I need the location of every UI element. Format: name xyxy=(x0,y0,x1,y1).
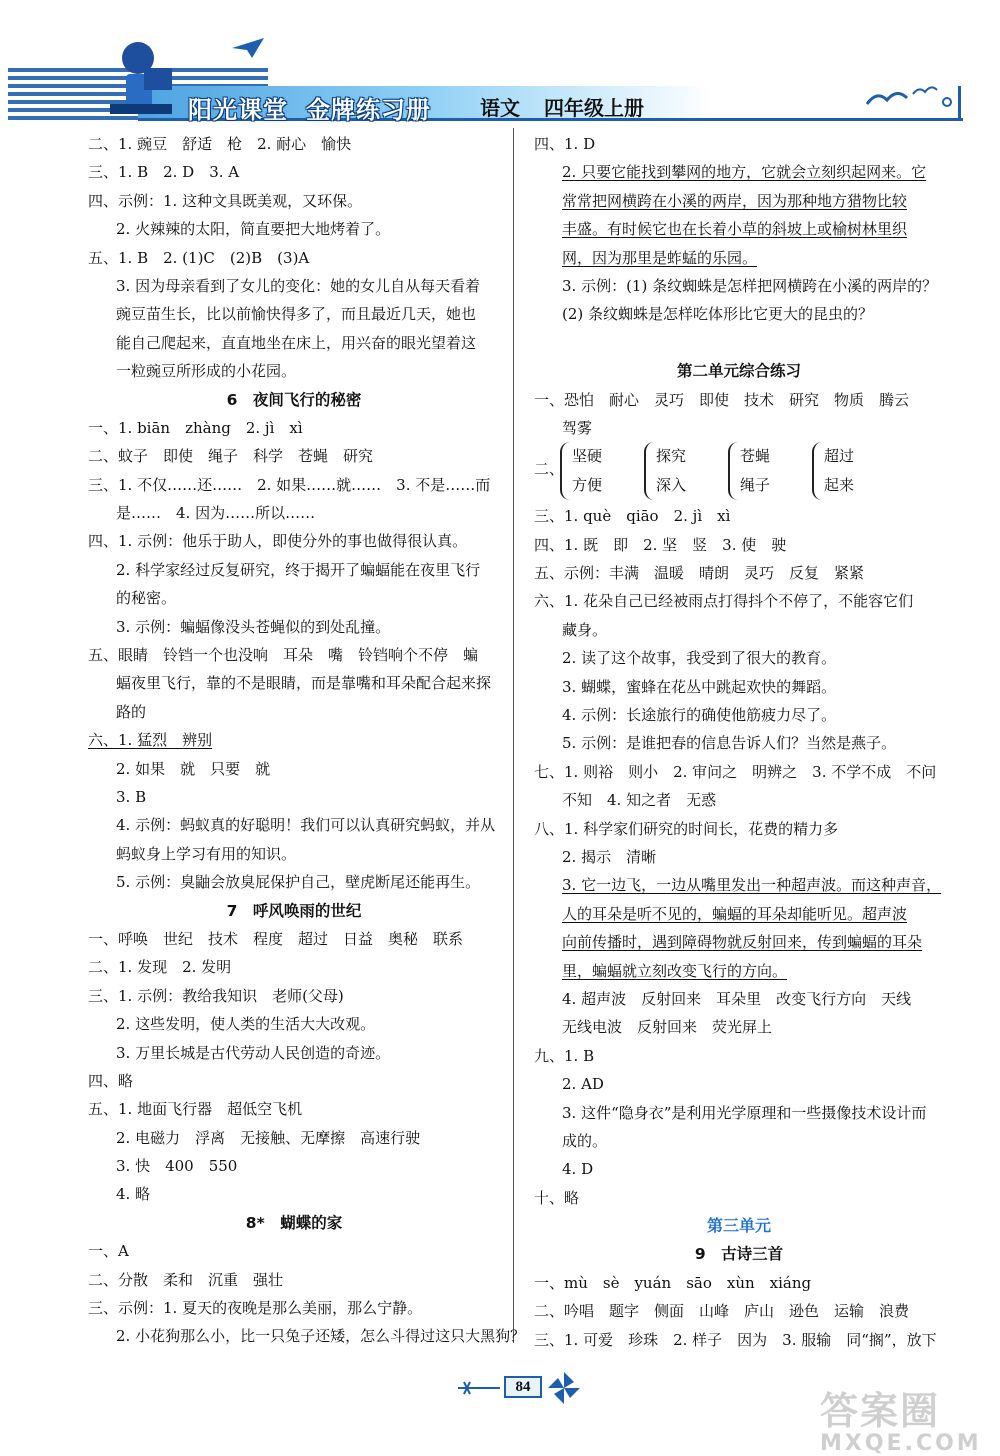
answer-text: 4. D xyxy=(562,1160,594,1179)
answer-line xyxy=(534,1099,944,1127)
answer-line xyxy=(88,1266,500,1294)
answer-text: (2) 条纹蜘蛛是怎样吃体形比它更大的昆虫的？ xyxy=(562,305,874,324)
watermark-text: 答案圈 xyxy=(820,1389,941,1433)
answer-text: 一、mù sè yuán sāo xùn xiáng xyxy=(534,1273,812,1292)
series-name: 阳光课堂 xyxy=(188,96,288,124)
answer-text: 四、1. 示例：他乐于助人，即使分外的事也做得很认真。 xyxy=(88,532,468,551)
answer-text: 六、1. 花朵自己已经被雨点打得抖个不停了，不能容它们 xyxy=(534,592,914,611)
unit-heading xyxy=(534,1212,944,1240)
answer-line xyxy=(534,559,944,587)
right-column xyxy=(534,130,944,1354)
answer-line xyxy=(88,499,500,527)
answer-line xyxy=(534,414,944,442)
answer-text: 2. 如果 就 只要 就 xyxy=(116,759,271,778)
watermark-logo xyxy=(820,1380,982,1456)
brace-word: 坚硬 xyxy=(572,447,603,466)
answer-line xyxy=(534,1184,944,1212)
answer-line xyxy=(88,357,500,385)
answer-line xyxy=(534,502,944,530)
answer-line xyxy=(534,329,944,357)
answer-text: 二、吟唱 题字 侧面 山峰 庐山 逊色 运输 浪费 xyxy=(534,1302,910,1321)
brace-group xyxy=(560,442,602,500)
answer-text: 五、1. B 2. (1)C (2)B (3)A xyxy=(88,248,310,267)
answer-text: 二、1. 发现 2. 发明 xyxy=(88,958,232,977)
answer-text: 一、A xyxy=(88,1242,129,1261)
subject-grade xyxy=(480,92,668,121)
answer-line xyxy=(534,1013,944,1041)
answer-line xyxy=(88,613,500,641)
answer-text: 五、眼睛 铃铛一个也没响 耳朵 嘴 铃铛响个不停 蝙 xyxy=(88,646,479,665)
header-right-edge xyxy=(958,86,961,120)
answer-text: 四、略 xyxy=(88,1071,134,1090)
answer-text: 8* 蝴蝶的家 xyxy=(245,1213,343,1232)
answer-line xyxy=(88,1322,526,1350)
answer-line xyxy=(534,843,944,871)
answer-text: 2. AD xyxy=(562,1075,604,1094)
answer-line xyxy=(88,1067,500,1095)
answer-text: 3. B xyxy=(116,787,147,806)
answer-line xyxy=(534,531,944,559)
answer-text: 第三单元 xyxy=(706,1216,771,1236)
answer-text: 二、1. 豌豆 舒适 枪 2. 耐心 愉快 xyxy=(88,135,352,153)
brace-word: 方便 xyxy=(572,476,603,495)
answer-text: 的秘密。 xyxy=(116,589,177,608)
answer-text: 三、1. B 2. D 3. A xyxy=(88,163,240,182)
page-header xyxy=(8,30,963,124)
page-number: 84 xyxy=(504,1376,542,1398)
answer-line xyxy=(534,1297,944,1325)
answer-text: 人的耳朵是听不见的，蝙蝠的耳朵却能听见。超声波 xyxy=(562,904,908,923)
answer-text: 5. 示例：是谁把春的信息告诉人们？当然是燕子。 xyxy=(562,734,897,753)
answer-text: 3. 万里长城是古代劳动人民创造的奇迹。 xyxy=(116,1043,391,1062)
answer-text: 里，蝙蝠就立刻改变飞行的方向。 xyxy=(562,961,788,980)
footer-ornament-left-icon xyxy=(456,1378,502,1398)
answer-line xyxy=(88,300,500,328)
answer-line xyxy=(88,329,500,357)
answer-line xyxy=(534,158,944,186)
answer-text: 一、呼唤 世纪 技术 程度 超过 日益 奥秘 联系 xyxy=(88,929,464,948)
answer-line xyxy=(88,130,500,158)
brace-word: 深入 xyxy=(656,476,687,495)
answer-line xyxy=(534,786,944,814)
answer-text: 一、恐怕 耐心 灵巧 即使 技术 研究 物质 腾云 xyxy=(534,390,910,409)
section-title xyxy=(88,897,500,925)
brace-word: 探究 xyxy=(656,447,687,466)
answer-text: 向前传播时，遇到障碍物就反射回来，传到蝙蝠的耳朵 xyxy=(562,933,923,952)
section-title xyxy=(534,1240,944,1268)
answer-text: 蝠夜里飞行，靠的不是眼睛，而是靠嘴和耳朵配合起来探 xyxy=(116,674,492,693)
answer-line xyxy=(88,414,500,442)
answer-line xyxy=(534,928,944,956)
answer-line xyxy=(88,811,500,839)
answer-line xyxy=(534,957,944,985)
brace-word: 超过 xyxy=(824,447,855,466)
answer-line xyxy=(534,1269,944,1297)
answer-line xyxy=(534,587,944,615)
answer-line xyxy=(88,669,500,697)
brace-word: 起来 xyxy=(824,476,855,495)
answer-line xyxy=(88,272,500,300)
brace-group xyxy=(812,442,854,500)
answer-line xyxy=(88,1294,500,1322)
answer-text: 2. 电磁力 浮离 无接触、无摩擦 高速行驶 xyxy=(116,1128,421,1147)
answer-text: 豌豆苗生长，比以前愉快得多了，而且最近几天，她也 xyxy=(116,305,477,324)
answer-line xyxy=(88,1039,500,1067)
section-title xyxy=(88,386,500,414)
answer-text: 无线电波 反射回来 荧光屏上 xyxy=(562,1018,773,1037)
answer-text: 4. 超声波 反射回来 耳朵里 改变飞行方向 天线 xyxy=(562,989,912,1008)
answer-text: 2. 读了这个故事，我受到了很大的教育。 xyxy=(562,649,837,668)
answer-text: 不知 4. 知之者 无惑 xyxy=(562,791,717,810)
answer-line xyxy=(534,616,944,644)
seagulls-icon xyxy=(863,82,953,112)
answer-text: 三、1. què qiāo 2. jì xì xyxy=(534,507,731,526)
answer-text: 九、1. B xyxy=(534,1046,595,1065)
answer-line xyxy=(534,701,944,729)
watermark-url: MXQE.COM xyxy=(820,1431,982,1456)
answer-text: 3. 示例：(1) 条纹蜘蛛是怎样把网横跨在小溪的两岸的？ xyxy=(562,276,938,295)
answer-text: 4. 略 xyxy=(116,1185,151,1204)
answer-text: 第二单元综合练习 xyxy=(676,362,801,381)
answer-line xyxy=(88,158,500,186)
answer-text: 四、示例：1. 这种文具既美观，又环保。 xyxy=(88,191,363,210)
answer-text: 2. 小花狗那么小，比一只兔子还矮，怎么斗得过这只大黑狗？ xyxy=(116,1327,526,1346)
answer-text: 4. 示例：蚂蚁真的好聪明！我们可以认真研究蚂蚁，并从 xyxy=(116,816,496,835)
answer-line xyxy=(88,1124,500,1152)
answer-text: 四、1. 既 即 2. 坚 竖 3. 使 驶 xyxy=(534,535,787,554)
brace-question-number: 二、 xyxy=(534,460,565,479)
brace-question xyxy=(534,442,944,502)
answer-line xyxy=(88,641,500,669)
answer-line xyxy=(534,1155,944,1183)
series-subname: 金牌练习册 xyxy=(306,96,431,124)
answer-line xyxy=(88,527,500,555)
answer-line xyxy=(534,815,944,843)
answer-line xyxy=(88,925,500,953)
answer-line xyxy=(534,673,944,701)
answer-line xyxy=(534,758,944,786)
answer-line xyxy=(88,840,500,868)
section-title xyxy=(88,1209,500,1237)
paper-plane-icon xyxy=(230,36,266,60)
answer-text: 蚂蚁身上学习有用的知识。 xyxy=(116,844,297,863)
answer-text: 一、1. biān zhàng 2. jì xì xyxy=(88,418,303,437)
answer-text: 3. 示例：蝙蝠像没头苍蝇似的到处乱撞。 xyxy=(116,617,391,636)
answer-text: 2. 只要它能找到攀网的地方，它就会立刻织起网来。它 xyxy=(562,163,927,182)
answer-text: 3. 因为母亲看到了女儿的变化：她的女儿自从每天看着 xyxy=(116,276,481,295)
answer-text: 驾雾 xyxy=(562,418,593,437)
left-column xyxy=(88,130,526,1351)
answer-text: 一粒豌豆所形成的小花园。 xyxy=(116,362,297,381)
answer-text: 二、分散 柔和 沉重 强壮 xyxy=(88,1270,284,1289)
answer-line xyxy=(534,985,944,1013)
answer-line xyxy=(88,471,500,499)
answer-line xyxy=(534,900,944,928)
answer-line xyxy=(534,215,944,243)
answer-line xyxy=(88,187,500,215)
reading-child-icon xyxy=(100,38,180,118)
answer-text: 五、1. 地面飞行器 超低空飞机 xyxy=(88,1100,303,1119)
answer-text: 2. 火辣辣的太阳，简直要把大地烤着了。 xyxy=(116,220,391,239)
answer-text: 三、1. 不仅……还…… 2. 如果……就…… 3. 不是……而 xyxy=(88,475,491,494)
answer-text: 成的。 xyxy=(562,1131,608,1150)
answer-text: 2. 这些发明，使人类的生活大大改观。 xyxy=(116,1015,376,1034)
answer-line xyxy=(534,272,944,300)
answer-text: 六、1. 猛烈 辨别 xyxy=(88,731,213,750)
answer-line xyxy=(88,698,500,726)
answer-text: 2. 科学家经过反复研究，终于揭开了蝙蝠能在夜里飞行 xyxy=(116,560,481,579)
answer-line xyxy=(88,868,500,896)
answer-line xyxy=(534,1042,944,1070)
answer-text: 三、1. 示例：教给我知识 老师(父母) xyxy=(88,986,344,1005)
answer-line xyxy=(88,556,500,584)
answer-text: 常常把网横跨在小溪的两岸，因为那种地方猎物比较 xyxy=(562,191,908,210)
answer-text: 3. 蝴蝶，蜜蜂在花丛中跳起欢快的舞蹈。 xyxy=(562,677,837,696)
answer-text: 2. 揭示 清晰 xyxy=(562,847,657,866)
section-title xyxy=(534,357,944,385)
answer-line xyxy=(88,783,500,811)
answer-line xyxy=(534,187,944,215)
answer-line xyxy=(88,584,500,612)
answer-line xyxy=(88,1237,500,1265)
answer-text: 是…… 4. 因为……所以…… xyxy=(116,504,316,523)
answer-line xyxy=(534,386,944,414)
answer-text: 十、略 xyxy=(534,1188,580,1207)
answer-line xyxy=(534,130,944,158)
footer-pinwheel-icon xyxy=(546,1370,582,1406)
answer-text: 路的 xyxy=(116,702,147,721)
brace-word: 苍蝇 xyxy=(740,447,771,466)
answer-line xyxy=(88,1152,500,1180)
answer-line xyxy=(534,729,944,757)
column-divider xyxy=(513,128,514,1343)
answer-line xyxy=(534,1070,944,1098)
answer-text: 9 古诗三首 xyxy=(694,1245,784,1264)
brace-group xyxy=(728,442,770,500)
answer-text: 3. 它一边飞，一边从嘴里发出一种超声波。而这种声音， xyxy=(562,876,942,895)
answer-text: 5. 示例：臭鼬会放臭屁保护自己，壁虎断尾还能再生。 xyxy=(116,873,481,892)
answer-text: 4. 示例：长途旅行的确使他筋疲力尽了。 xyxy=(562,706,837,725)
answer-text: 八、1. 科学家们研究的时间长，花费的精力多 xyxy=(534,819,839,838)
answer-line xyxy=(88,215,500,243)
answer-text: 五、示例：丰满 温暖 晴朗 灵巧 反复 紧紧 xyxy=(534,564,865,583)
answer-text: 三、示例：1. 夏天的夜晚是那么美丽，那么宁静。 xyxy=(88,1299,423,1318)
answer-line xyxy=(534,1127,944,1155)
answer-line xyxy=(88,726,500,754)
answer-text: 四、1. D xyxy=(534,135,596,153)
brace-word: 绳子 xyxy=(740,476,771,495)
answer-text: 三、1. 可爱 珍珠 2. 样子 因为 3. 服输 同“搁”，放下 xyxy=(534,1330,937,1349)
answer-line xyxy=(534,1326,944,1354)
answer-text: 3. 这件“隐身衣”是利用光学原理和一些摄像技术设计而 xyxy=(562,1103,927,1122)
answer-text: 网，因为那里是蚱蜢的乐园。 xyxy=(562,248,758,267)
answer-line xyxy=(88,244,500,272)
answer-line xyxy=(88,1180,500,1208)
brace-group xyxy=(644,442,686,500)
answer-text: 二、蚊子 即使 绳子 科学 苍蝇 研究 xyxy=(88,447,374,466)
answer-line xyxy=(534,644,944,672)
answer-line xyxy=(88,1095,500,1123)
answer-text: 7 呼风唤雨的世纪 xyxy=(226,901,362,920)
answer-line xyxy=(88,982,500,1010)
answer-line xyxy=(88,953,500,981)
grade-label: 四年级上册 xyxy=(544,96,644,120)
answer-text: 藏身。 xyxy=(562,620,608,639)
answer-line xyxy=(88,1010,500,1038)
answer-line xyxy=(534,244,944,272)
right-top-section xyxy=(534,130,944,442)
answer-text: 能自己爬起来，直直地坐在床上，用兴奋的眼光望着这 xyxy=(116,333,477,352)
answer-line xyxy=(534,871,944,899)
answer-line xyxy=(88,442,500,470)
answer-text: 6 夜间飞行的秘密 xyxy=(226,390,362,409)
answer-text: 丰盛。有时候它也在长着小草的斜坡上或榆树林里织 xyxy=(562,220,908,239)
answer-line xyxy=(88,755,500,783)
subject-label: 语文 xyxy=(480,96,520,120)
series-title xyxy=(188,90,449,125)
page-footer xyxy=(456,1370,586,1406)
answer-text: 七、1. 则裕 则小 2. 审问之 明辨之 3. 不学不成 不问 xyxy=(534,762,937,781)
answer-text: 3. 快 400 550 xyxy=(116,1157,238,1176)
right-bottom-section xyxy=(534,502,944,1354)
answer-line xyxy=(534,300,944,328)
